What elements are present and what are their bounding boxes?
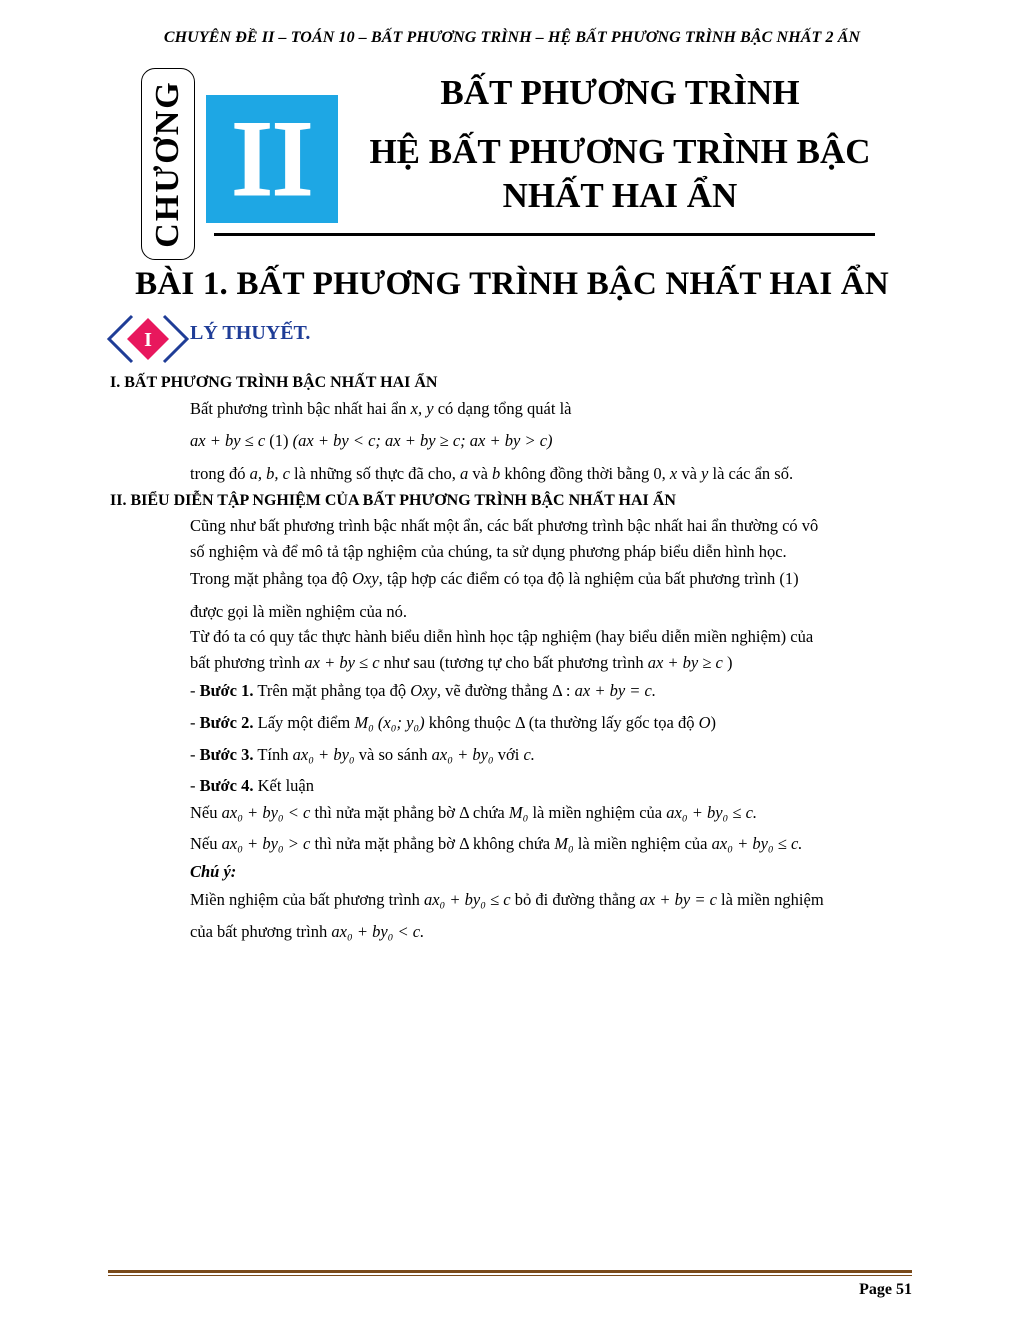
section-title: LÝ THUYẾT. bbox=[190, 322, 311, 344]
chapter-title-line-2: HỆ BẤT PHƯƠNG TRÌNH BẬC bbox=[369, 132, 871, 171]
footer-rule-thin bbox=[108, 1275, 912, 1276]
chapter-numeral: II bbox=[231, 100, 313, 217]
part2-para-6: bất phương trình ax + by ≤ c như sau (tương tự cho bất phương trình ax + by ≥ c ) bbox=[190, 653, 733, 672]
step-2: - Bước 2. Lấy một điểm M₀ (x₀; y₀) không thuộc Δ (ta thường lấy gốc tọa độ O) bbox=[190, 713, 716, 732]
note-label: Chú ý: bbox=[190, 862, 237, 881]
part2-para-3: Trong mặt phẳng tọa độ Oxy, tập hợp các điểm có tọa độ là nghiệm của bất phương trình (1) bbox=[190, 569, 799, 588]
chapter-word: CHƯƠNG bbox=[149, 80, 187, 248]
part1-formula: ax + by ≤ c (1) (ax + by < c; ax + by ≥ c; ax + by > c) bbox=[190, 431, 553, 450]
part2-heading: II. BIỂU DIỄN TẬP NGHIỆM CỦA BẤT PHƯƠNG TRÌNH BẬC NHẤT HAI ẨN bbox=[110, 492, 676, 509]
section-badge-number: I bbox=[144, 329, 152, 351]
note-line-2: của bất phương trình ax₀ + by₀ < c. bbox=[190, 922, 425, 941]
step-3: - Bước 3. Tính ax₀ + by₀ và so sánh ax₀ + by₀ với c. bbox=[190, 745, 535, 764]
part2-para-4: được gọi là miền nghiệm của nó. bbox=[190, 602, 407, 621]
part1-line-3: trong đó a, b, c là những số thực đã cho, a và b không đồng thời bằng 0, x và y là các ẩn số. bbox=[190, 464, 794, 483]
page-number: Page 51 bbox=[859, 1281, 912, 1298]
part2-para-2: số nghiệm và để mô tả tập nghiệm của chúng, ta sử dụng phương pháp biểu diễn hình học. bbox=[190, 542, 787, 561]
step-1: - Bước 1. Trên mặt phẳng tọa độ Oxy, vẽ đường thẳng Δ : ax + by = c. bbox=[190, 681, 657, 700]
part2-para-1: Cũng như bất phương trình bậc nhất một ẩn, các bất phương trình bậc nhất hai ẩn thường có vô bbox=[190, 516, 819, 535]
note-line-1: Miền nghiệm của bất phương trình ax₀ + by₀ ≤ c bỏ đi đường thẳng ax + by = c là miền nghiệm bbox=[190, 890, 824, 909]
section-badge-icon bbox=[106, 314, 190, 364]
part1-heading: I. BẤT PHƯƠNG TRÌNH BẬC NHẤT HAI ẨN bbox=[110, 374, 438, 391]
part1-line-1: Bất phương trình bậc nhất hai ẩn x, y có dạng tổng quát là bbox=[190, 399, 572, 418]
title-underline bbox=[214, 233, 875, 236]
part2-para-5: Từ đó ta có quy tắc thực hành biểu diễn hình học tập nghiệm (hay biểu diễn miền nghiệm) của bbox=[190, 627, 814, 646]
chapter-number-box bbox=[206, 95, 338, 223]
chapter-title-line-1: BẤT PHƯƠNG TRÌNH bbox=[440, 73, 800, 112]
footer-rule bbox=[108, 1270, 912, 1273]
chapter-label bbox=[141, 68, 195, 260]
conclusion-1: Nếu ax₀ + by₀ < c thì nửa mặt phẳng bờ Δ chứa M₀ là miền nghiệm của ax₀ + by₀ ≤ c. bbox=[190, 803, 758, 822]
running-header: CHUYÊN ĐỀ II – TOÁN 10 – BẤT PHƯƠNG TRÌNH – HỆ BẤT PHƯƠNG TRÌNH BẬC NHẤT 2 ẨN bbox=[163, 29, 861, 46]
lesson-title: BÀI 1. BẤT PHƯƠNG TRÌNH BẬC NHẤT HAI ẨN bbox=[135, 266, 889, 302]
conclusion-2: Nếu ax₀ + by₀ > c thì nửa mặt phẳng bờ Δ không chứa M₀ là miền nghiệm của ax₀ + by₀ ≤ c. bbox=[190, 834, 803, 853]
chapter-title-line-3: NHẤT HAI ẨN bbox=[502, 176, 738, 215]
step-4: - Bước 4. Kết luận bbox=[190, 776, 314, 795]
